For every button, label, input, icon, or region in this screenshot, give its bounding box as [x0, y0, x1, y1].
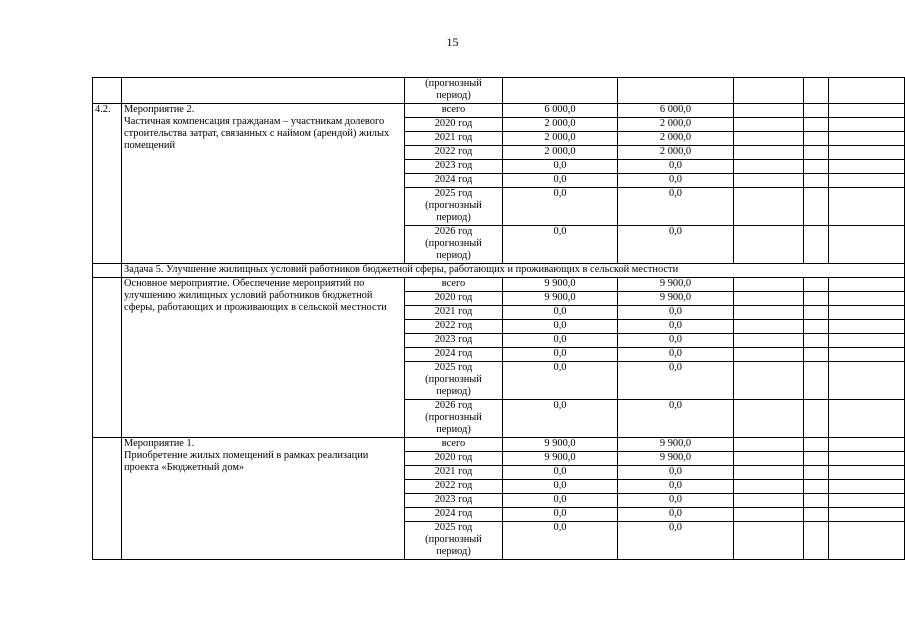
period-cell: 2021 год: [405, 306, 503, 320]
table-row: [93, 438, 905, 452]
value-cell: [829, 160, 905, 174]
value-cell: [804, 400, 829, 438]
value-cell: 6 000,0: [618, 104, 734, 118]
value-cell: [829, 292, 905, 306]
period-cell: 2022 год: [405, 320, 503, 334]
value-cell: [829, 132, 905, 146]
value-cell: [734, 362, 804, 400]
value-cell: [829, 466, 905, 480]
period-cell: 2026 год (прогнозный период): [405, 400, 503, 438]
code-cell: [93, 278, 122, 438]
value-cell: [804, 494, 829, 508]
value-cell: [804, 522, 829, 560]
value-cell: [804, 188, 829, 226]
value-cell: [734, 292, 804, 306]
value-cell: 2 000,0: [618, 146, 734, 160]
value-cell: [503, 78, 618, 104]
value-cell: [829, 104, 905, 118]
value-cell: [804, 292, 829, 306]
value-cell: 9 900,0: [618, 438, 734, 452]
value-cell: [804, 466, 829, 480]
value-cell: 6 000,0: [503, 104, 618, 118]
value-cell: 2 000,0: [503, 132, 618, 146]
period-cell: 2025 год (прогнозный период): [405, 362, 503, 400]
value-cell: [829, 508, 905, 522]
value-cell: [804, 118, 829, 132]
value-cell: [734, 146, 804, 160]
value-cell: 9 900,0: [618, 292, 734, 306]
period-cell: 2020 год: [405, 118, 503, 132]
name-cell: Мероприятие 2. Частичная компенсация гражданам – участникам долевого строительства затрат, связанных с наймом (арендой) жилых помещений: [122, 104, 405, 264]
value-cell: 2 000,0: [618, 118, 734, 132]
period-cell: 2023 год: [405, 494, 503, 508]
value-cell: [804, 226, 829, 264]
table-row: [93, 104, 905, 118]
value-cell: 9 900,0: [503, 278, 618, 292]
task-title: Задача 5. Улучшение жилищных условий работников бюджетной сферы, работающих и проживающих в сельской местности: [122, 264, 905, 278]
period-cell: всего: [405, 104, 503, 118]
value-cell: 0,0: [618, 480, 734, 494]
table-row: [93, 78, 905, 104]
value-cell: 0,0: [503, 306, 618, 320]
value-cell: [829, 400, 905, 438]
value-cell: 0,0: [503, 320, 618, 334]
period-cell: 2024 год: [405, 508, 503, 522]
code-cell: [93, 78, 122, 104]
period-cell: 2022 год: [405, 146, 503, 160]
period-cell: всего: [405, 438, 503, 452]
value-cell: [804, 348, 829, 362]
period-cell: 2023 год: [405, 334, 503, 348]
value-cell: [618, 78, 734, 104]
value-cell: [734, 400, 804, 438]
value-cell: [734, 494, 804, 508]
value-cell: 0,0: [503, 480, 618, 494]
value-cell: [829, 188, 905, 226]
budget-table: [92, 77, 905, 560]
value-cell: [804, 278, 829, 292]
value-cell: 9 900,0: [503, 438, 618, 452]
value-cell: [829, 320, 905, 334]
value-cell: [734, 226, 804, 264]
value-cell: [734, 508, 804, 522]
value-cell: [804, 306, 829, 320]
value-cell: [734, 522, 804, 560]
value-cell: [734, 320, 804, 334]
value-cell: [734, 104, 804, 118]
value-cell: [829, 452, 905, 466]
value-cell: 0,0: [503, 174, 618, 188]
period-cell: всего: [405, 278, 503, 292]
value-cell: 0,0: [503, 466, 618, 480]
value-cell: 0,0: [618, 508, 734, 522]
period-cell: 2024 год: [405, 174, 503, 188]
value-cell: [829, 522, 905, 560]
value-cell: [734, 466, 804, 480]
period-cell: 2024 год: [405, 348, 503, 362]
value-cell: 0,0: [618, 160, 734, 174]
value-cell: 0,0: [618, 494, 734, 508]
value-cell: [829, 480, 905, 494]
code-cell: 4.2.: [93, 104, 122, 264]
value-cell: [829, 494, 905, 508]
value-cell: [804, 78, 829, 104]
name-cell: [122, 78, 405, 104]
value-cell: 0,0: [503, 160, 618, 174]
value-cell: 0,0: [503, 188, 618, 226]
value-cell: [804, 104, 829, 118]
value-cell: [734, 188, 804, 226]
value-cell: 0,0: [618, 306, 734, 320]
period-cell: 2026 год (прогнозный период): [405, 226, 503, 264]
value-cell: [804, 480, 829, 494]
value-cell: [734, 480, 804, 494]
value-cell: [829, 118, 905, 132]
code-cell: [93, 438, 122, 560]
page-number: 15: [446, 35, 459, 49]
value-cell: [804, 508, 829, 522]
value-cell: [734, 174, 804, 188]
value-cell: 0,0: [618, 400, 734, 438]
value-cell: [734, 132, 804, 146]
table-row: [93, 278, 905, 292]
value-cell: 9 900,0: [503, 452, 618, 466]
value-cell: 0,0: [503, 334, 618, 348]
value-cell: [804, 320, 829, 334]
value-cell: [804, 438, 829, 452]
value-cell: 0,0: [503, 522, 618, 560]
value-cell: [804, 146, 829, 160]
period-cell: 2022 год: [405, 480, 503, 494]
value-cell: [734, 118, 804, 132]
value-cell: 0,0: [618, 522, 734, 560]
period-cell: 2020 год: [405, 292, 503, 306]
value-cell: [829, 146, 905, 160]
period-cell: 2023 год: [405, 160, 503, 174]
value-cell: [829, 278, 905, 292]
value-cell: [734, 160, 804, 174]
value-cell: [734, 306, 804, 320]
value-cell: 9 900,0: [503, 292, 618, 306]
value-cell: [829, 174, 905, 188]
value-cell: [829, 362, 905, 400]
value-cell: 0,0: [618, 466, 734, 480]
value-cell: [734, 334, 804, 348]
period-cell: 2025 год (прогнозный период): [405, 522, 503, 560]
value-cell: 0,0: [503, 494, 618, 508]
value-cell: [829, 348, 905, 362]
value-cell: 0,0: [503, 348, 618, 362]
value-cell: [804, 362, 829, 400]
value-cell: 0,0: [618, 174, 734, 188]
value-cell: [804, 334, 829, 348]
value-cell: 0,0: [618, 362, 734, 400]
value-cell: [829, 306, 905, 320]
value-cell: [734, 348, 804, 362]
value-cell: 0,0: [618, 320, 734, 334]
period-cell: 2021 год: [405, 132, 503, 146]
value-cell: [829, 78, 905, 104]
value-cell: [804, 174, 829, 188]
table-body: [93, 78, 905, 560]
value-cell: 2 000,0: [503, 146, 618, 160]
value-cell: [829, 334, 905, 348]
task-row: [93, 264, 905, 278]
value-cell: 0,0: [618, 334, 734, 348]
value-cell: 0,0: [618, 348, 734, 362]
period-cell: 2025 год (прогнозный период): [405, 188, 503, 226]
value-cell: [734, 78, 804, 104]
value-cell: [734, 278, 804, 292]
value-cell: 0,0: [503, 362, 618, 400]
value-cell: 0,0: [503, 508, 618, 522]
value-cell: 9 900,0: [618, 452, 734, 466]
name-cell: Мероприятие 1. Приобретение жилых помещений в рамках реализации проекта «Бюджетный дом»: [122, 438, 405, 560]
value-cell: 0,0: [618, 226, 734, 264]
code-cell: [93, 264, 122, 278]
value-cell: 2 000,0: [618, 132, 734, 146]
value-cell: 0,0: [618, 188, 734, 226]
value-cell: [734, 438, 804, 452]
period-cell: 2021 год: [405, 466, 503, 480]
value-cell: 9 900,0: [618, 278, 734, 292]
value-cell: [804, 160, 829, 174]
period-cell: (прогнозный период): [405, 78, 503, 104]
name-cell: Основное мероприятие. Обеспечение мероприятий по улучшению жилищных условий работников бюджетной сферы, работающих и проживающих в сельской местности: [122, 278, 405, 438]
value-cell: 2 000,0: [503, 118, 618, 132]
value-cell: [804, 132, 829, 146]
value-cell: 0,0: [503, 226, 618, 264]
period-cell: 2020 год: [405, 452, 503, 466]
value-cell: [804, 452, 829, 466]
value-cell: 0,0: [503, 400, 618, 438]
value-cell: [734, 452, 804, 466]
value-cell: [829, 438, 905, 452]
value-cell: [829, 226, 905, 264]
